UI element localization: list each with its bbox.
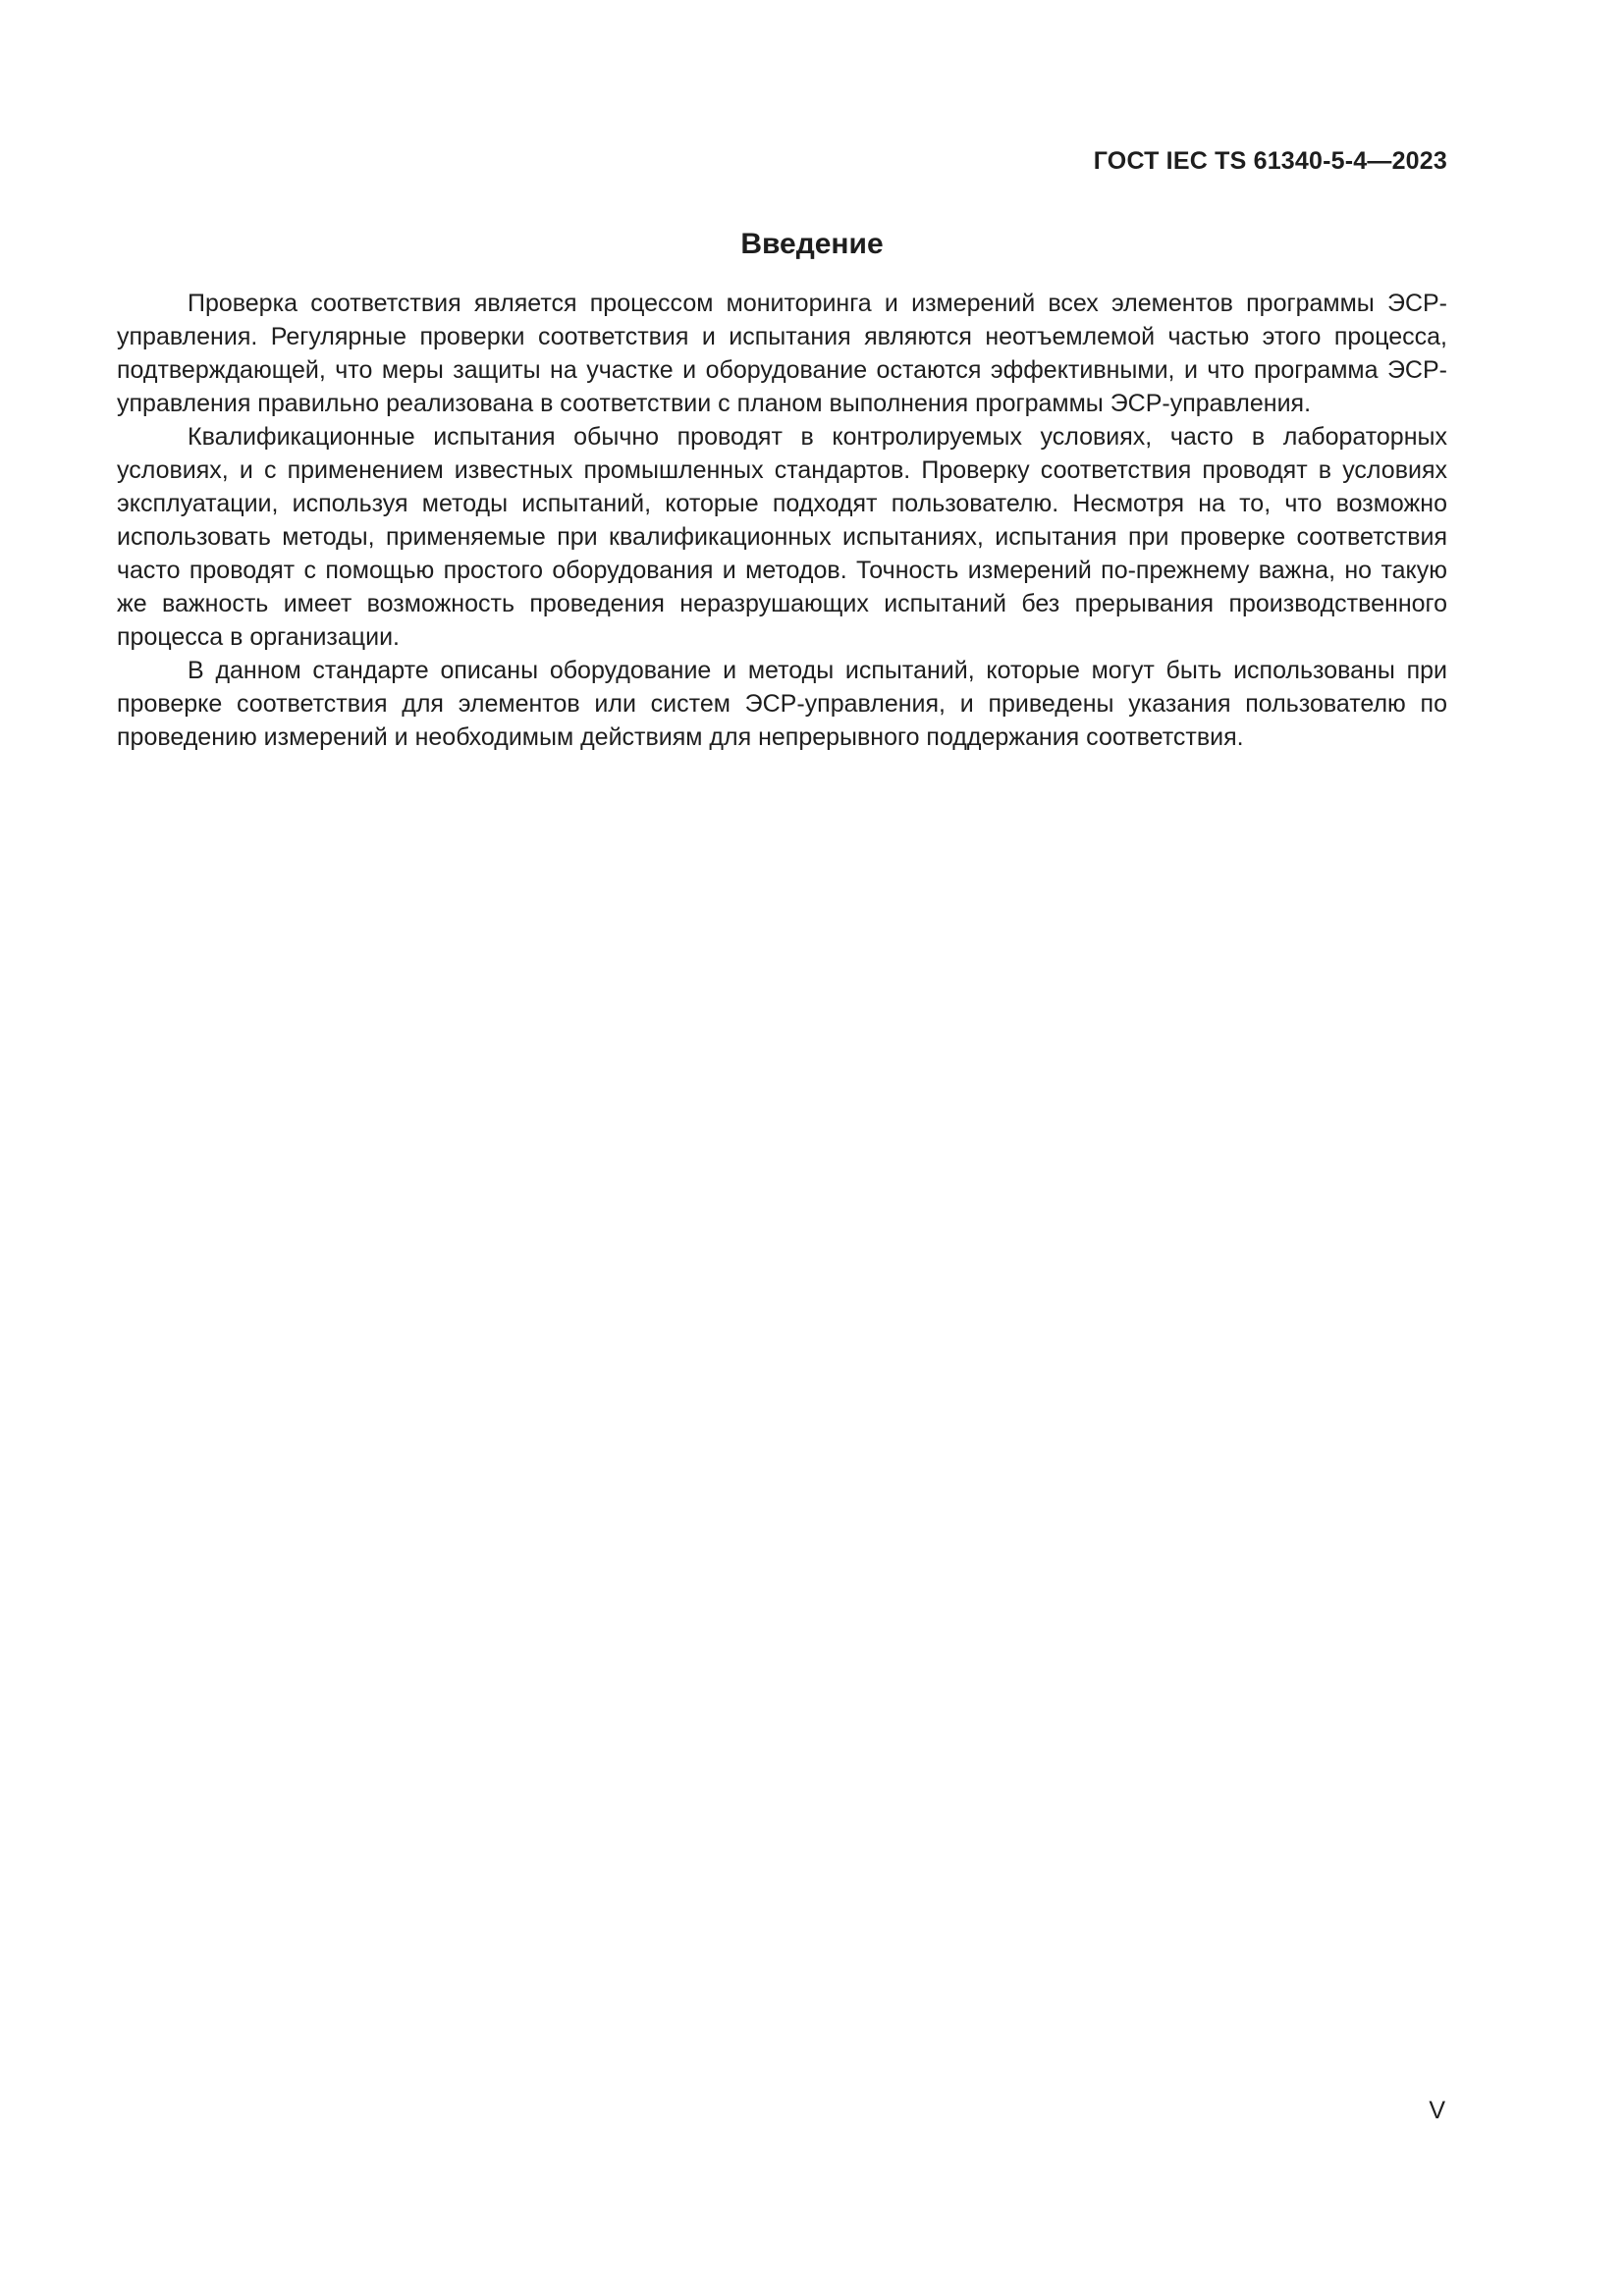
paragraph-3: В данном стандарте описаны оборудование и методы испытаний, которые могут быть использованы при проверке соответствия для элементов или систем ЭСР-управления, и приведены указания пользователю по проведению измерений и необходимым действиям для непрерывного поддержания соответствия. <box>117 657 1447 751</box>
section-title: Введение <box>740 228 884 260</box>
paragraph-1: Проверка соответствия является процессом мониторинга и измерений всех элементов программы ЭСР-управления. Регулярные проверки соответствия и испытания являются неотъемлемой частью этого процесса, подтверждающей, что меры защиты на участке и оборудование остаются эффективными, и что программа ЭСР-управления правильно реализована в соответствии с планом выполнения программы ЭСР-управления. <box>117 290 1447 417</box>
paragraph-2: Квалификационные испытания обычно проводят в контролируемых условиях, часто в лабораторных условиях, и с применением известных промышленных стандартов. Проверку соответствия проводят в условиях эксплуатации, используя методы испытаний, которые подходят пользователю. Несмотря на то, что возможно использовать методы, применяемые при квалификационных испытаниях, испытания при проверке соответствия часто проводят с помощью простого оборудования и методов. Точность измерений по-прежнему важна, но такую же важность имеет возможность проведения неразрушающих испытаний без прерывания производственного процесса в организации. <box>117 423 1447 651</box>
standard-code-header: ГОСТ IEC TS 61340-5-4—2023 <box>1093 147 1447 175</box>
body-text <box>117 287 1447 754</box>
page-number: V <box>1429 2097 1445 2124</box>
